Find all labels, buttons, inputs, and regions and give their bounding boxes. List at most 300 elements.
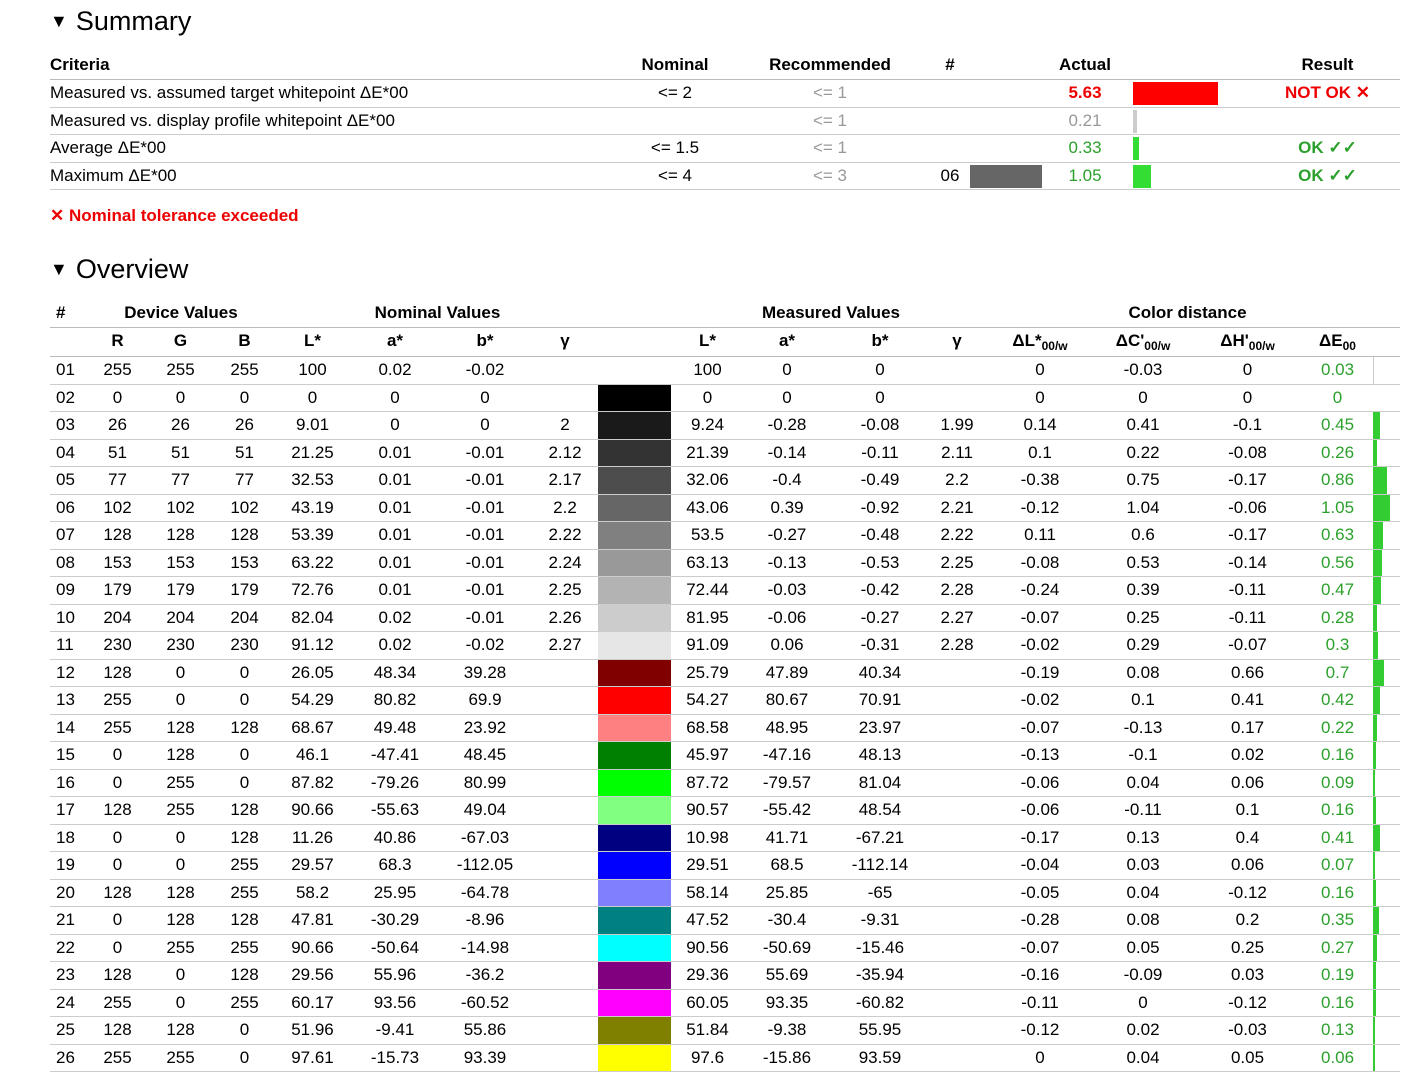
overview-toggle[interactable] [50,254,188,285]
actual-bar [1133,137,1139,160]
measured-b: -112.14 [845,852,915,878]
actual-bar [1133,165,1151,188]
overview-row [50,880,1400,908]
group-nominal-values: Nominal Values [285,300,590,326]
delta-e-bar [1373,605,1377,632]
col-delta-e: $\Delta E_{00}$ [1305,328,1370,359]
patch-number: 08 [50,550,88,576]
measured-gamma: 1.99 [932,412,982,438]
delta-h: -0.17 [1210,467,1285,493]
nominal-gamma: 2.25 [540,577,590,603]
header-criteria: Criteria [50,52,110,78]
delta-c: 0.39 [1108,577,1178,603]
nominal-b: 0 [450,412,520,438]
color-swatch [598,467,671,494]
color-swatch [598,440,671,467]
overview-row [50,467,1400,495]
device-b: 153 [222,550,267,576]
overview-row [50,1017,1400,1045]
nominal-value: <= 4 [620,163,730,189]
measured-a: -0.13 [757,550,817,576]
color-swatch [598,495,671,522]
delta-c: 0.08 [1108,907,1178,933]
overview-row [50,357,1400,385]
device-r: 230 [95,632,140,658]
overview-rows [50,357,1400,1072]
measured-a: -9.38 [757,1017,817,1043]
patch-number: 13 [50,687,88,713]
result-status: NOT OK ✕ [1265,80,1390,106]
device-g: 255 [158,797,203,823]
measured-l: 60.05 [680,990,735,1016]
device-b: 255 [222,357,267,383]
delta-h: 0.05 [1210,1045,1285,1071]
device-b: 77 [222,467,267,493]
patch-number: 03 [50,412,88,438]
device-r: 128 [95,522,140,548]
measured-l: 97.6 [680,1045,735,1071]
group-num: # [50,300,88,326]
patch-number: 26 [50,1045,88,1071]
delta-l: -0.17 [1005,825,1075,851]
delta-h: 0.02 [1210,742,1285,768]
delta-l: 0 [1005,385,1075,411]
delta-c: -0.09 [1108,962,1178,988]
device-g: 0 [158,687,203,713]
col-r: R [95,328,140,354]
measured-b: -0.42 [845,577,915,603]
overview-row [50,825,1400,853]
device-r: 128 [95,962,140,988]
delta-c: 0.29 [1108,632,1178,658]
delta-e: 0.22 [1305,715,1370,741]
nominal-b: 39.28 [450,660,520,686]
device-b: 204 [222,605,267,631]
delta-l: -0.38 [1005,467,1075,493]
delta-e-bar [1373,935,1377,962]
device-r: 128 [95,797,140,823]
delta-l: 0.14 [1005,412,1075,438]
overview-row [50,605,1400,633]
group-device-values: Device Values [95,300,267,326]
patch-number: 24 [50,990,88,1016]
color-swatch [598,522,671,549]
nominal-gamma: 2.22 [540,522,590,548]
device-r: 128 [95,880,140,906]
device-b: 0 [222,660,267,686]
color-swatch [598,605,671,632]
delta-h: 0 [1210,357,1285,383]
delta-e-bar [1373,467,1387,494]
delta-h: -0.14 [1210,550,1285,576]
patch-number: 12 [50,660,88,686]
actual-value: 0.21 [1050,108,1120,134]
delta-e-bar [1373,742,1376,769]
delta-e: 0.27 [1305,935,1370,961]
delta-l: -0.16 [1005,962,1075,988]
overview-row [50,852,1400,880]
overview-row [50,440,1400,468]
nominal-b: -60.52 [450,990,520,1016]
nominal-b: -0.01 [450,467,520,493]
measured-a: -0.14 [757,440,817,466]
recommended-value: <= 1 [765,80,895,106]
delta-e: 0.7 [1305,660,1370,686]
delta-l: -0.12 [1005,495,1075,521]
measured-a: 0.06 [757,632,817,658]
nominal-b: -14.98 [450,935,520,961]
nominal-a: -15.73 [365,1045,425,1071]
nominal-b: -0.01 [450,550,520,576]
delta-l: 0.1 [1005,440,1075,466]
device-g: 77 [158,467,203,493]
delta-e-bar [1373,357,1374,384]
delta-l: -0.04 [1005,852,1075,878]
delta-c: 0.75 [1108,467,1178,493]
actual-value: 0.33 [1050,135,1120,161]
summary-toggle[interactable] [50,6,191,37]
delta-e-bar [1373,1045,1375,1072]
delta-h: 0.03 [1210,962,1285,988]
delta-h: 0.4 [1210,825,1285,851]
nominal-b: -0.01 [450,605,520,631]
nominal-a: 0 [365,412,425,438]
nominal-l: 43.19 [285,495,340,521]
delta-e: 0.42 [1305,687,1370,713]
delta-e-bar [1373,715,1377,742]
device-r: 204 [95,605,140,631]
delta-h: -0.07 [1210,632,1285,658]
delta-h: 0.41 [1210,687,1285,713]
measured-gamma: 2.22 [932,522,982,548]
device-b: 0 [222,385,267,411]
nominal-a: -55.63 [365,797,425,823]
nominal-a: 0.02 [365,632,425,658]
measured-l: 100 [680,357,735,383]
delta-e: 0.16 [1305,742,1370,768]
device-g: 0 [158,660,203,686]
nominal-l: 51.96 [285,1017,340,1043]
nominal-l: 32.53 [285,467,340,493]
overview-row [50,412,1400,440]
measured-b: -9.31 [845,907,915,933]
col-measured-b: b* [845,328,915,354]
delta-l: -0.24 [1005,577,1075,603]
patch-number: 15 [50,742,88,768]
delta-c: 0.08 [1108,660,1178,686]
nominal-l: 97.61 [285,1045,340,1071]
measured-a: 80.67 [757,687,817,713]
delta-h: 0 [1210,385,1285,411]
device-g: 102 [158,495,203,521]
delta-e-bar [1373,660,1384,687]
delta-e-bar [1373,440,1377,467]
nominal-b: 0 [450,385,520,411]
measured-a: 25.85 [757,880,817,906]
delta-h: 0.25 [1210,935,1285,961]
patch-number: 19 [50,852,88,878]
delta-e: 0.16 [1305,797,1370,823]
delta-l: -0.07 [1005,605,1075,631]
measured-b: 0 [845,385,915,411]
color-swatch [598,770,671,797]
measured-a: 47.89 [757,660,817,686]
col-delta-l: $\Delta L*_{00/w}$ [1005,328,1075,359]
measured-a: -30.4 [757,907,817,933]
delta-e-bar [1373,770,1375,797]
device-b: 255 [222,852,267,878]
device-b: 51 [222,440,267,466]
device-g: 128 [158,880,203,906]
delta-e-bar [1373,797,1376,824]
actual-bar [1133,110,1137,133]
nominal-b: -0.01 [450,522,520,548]
delta-c: -0.1 [1108,742,1178,768]
device-b: 255 [222,935,267,961]
delta-c: 0.53 [1108,550,1178,576]
device-g: 0 [158,825,203,851]
nominal-a: 40.86 [365,825,425,851]
actual-value: 1.05 [1050,163,1120,189]
device-g: 128 [158,742,203,768]
measured-b: -15.46 [845,935,915,961]
nominal-l: 60.17 [285,990,340,1016]
overview-row [50,522,1400,550]
measured-b: -0.31 [845,632,915,658]
measured-l: 90.57 [680,797,735,823]
measured-gamma: 2.27 [932,605,982,631]
measured-b: -0.11 [845,440,915,466]
patch-number: 25 [50,1017,88,1043]
measured-b: 70.91 [845,687,915,713]
nominal-a: 25.95 [365,880,425,906]
color-swatch [598,385,671,412]
col-nominal-l: L* [285,328,340,354]
delta-c: -0.03 [1108,357,1178,383]
measured-l: 32.06 [680,467,735,493]
device-b: 179 [222,577,267,603]
patch-number: 07 [50,522,88,548]
nominal-a: 0.01 [365,467,425,493]
measured-l: 91.09 [680,632,735,658]
measured-b: 48.54 [845,797,915,823]
device-b: 128 [222,825,267,851]
patch-number: 18 [50,825,88,851]
patch-number: 20 [50,880,88,906]
nominal-l: 90.66 [285,797,340,823]
nominal-b: -0.02 [450,632,520,658]
col-delta-c: $\Delta C'_{00/w}$ [1108,328,1178,359]
delta-e-bar [1373,852,1375,879]
delta-e: 0.41 [1305,825,1370,851]
device-r: 128 [95,1017,140,1043]
delta-c: 0.04 [1108,770,1178,796]
delta-h: -0.1 [1210,412,1285,438]
delta-h: -0.03 [1210,1017,1285,1043]
nominal-a: 0.01 [365,440,425,466]
delta-h: 0.06 [1210,852,1285,878]
measured-a: -0.4 [757,467,817,493]
delta-c: -0.11 [1108,797,1178,823]
nominal-l: 72.76 [285,577,340,603]
delta-c: 0.6 [1108,522,1178,548]
color-swatch [598,962,671,989]
nominal-l: 26.05 [285,660,340,686]
overview-column-row [50,328,1400,357]
delta-e-bar [1373,1017,1375,1044]
device-r: 0 [95,907,140,933]
nominal-a: 0.02 [365,357,425,383]
device-b: 128 [222,962,267,988]
nominal-a: 0.01 [365,550,425,576]
delta-c: 0.02 [1108,1017,1178,1043]
device-r: 0 [95,935,140,961]
tolerance-note: ✕ Nominal tolerance exceeded [50,206,299,226]
patch-number: 05 [50,467,88,493]
col-nominal-gamma: γ [540,328,590,354]
measured-l: 29.51 [680,852,735,878]
delta-c: 0 [1108,990,1178,1016]
header-nominal: Nominal [620,52,730,78]
device-g: 128 [158,1017,203,1043]
col-b: B [222,328,267,354]
delta-c: 0.1 [1108,687,1178,713]
nominal-b: -0.01 [450,495,520,521]
measured-l: 68.58 [680,715,735,741]
criteria-label: Measured vs. display profile whitepoint ΔE*00 [50,108,395,134]
col-g: G [158,328,203,354]
measured-b: 81.04 [845,770,915,796]
color-swatch [598,742,671,769]
measured-a: 68.5 [757,852,817,878]
nominal-b: -0.01 [450,440,520,466]
measured-b: -0.49 [845,467,915,493]
nominal-a: 48.34 [365,660,425,686]
device-r: 255 [95,1045,140,1071]
nominal-b: 48.45 [450,742,520,768]
nominal-l: 0 [285,385,340,411]
device-g: 153 [158,550,203,576]
measured-b: -0.08 [845,412,915,438]
device-g: 0 [158,990,203,1016]
color-swatch [598,550,671,577]
delta-e-bar [1373,825,1380,852]
nominal-a: -30.29 [365,907,425,933]
summary-header-row [50,52,1400,80]
delta-e: 1.05 [1305,495,1370,521]
device-g: 51 [158,440,203,466]
measured-l: 81.95 [680,605,735,631]
delta-e: 0.03 [1305,357,1370,383]
delta-l: -0.11 [1005,990,1075,1016]
delta-e: 0.86 [1305,467,1370,493]
delta-c: 0.22 [1108,440,1178,466]
measured-a: -0.06 [757,605,817,631]
device-b: 255 [222,880,267,906]
device-r: 128 [95,660,140,686]
measured-a: -0.28 [757,412,817,438]
measured-gamma: 2.2 [932,467,982,493]
color-swatch [598,412,671,439]
result-status: OK ✓✓ [1265,135,1390,161]
delta-l: -0.02 [1005,632,1075,658]
measured-l: 10.98 [680,825,735,851]
delta-e: 0 [1305,385,1370,411]
nominal-l: 9.01 [285,412,340,438]
measured-a: 55.69 [757,962,817,988]
criteria-label: Measured vs. assumed target whitepoint ΔE*00 [50,80,408,106]
patch-bar [970,165,1042,188]
delta-e: 0.16 [1305,880,1370,906]
device-r: 255 [95,357,140,383]
nominal-l: 21.25 [285,440,340,466]
delta-c: 1.04 [1108,495,1178,521]
delta-c: 0.03 [1108,852,1178,878]
color-swatch [598,687,671,714]
nominal-b: -8.96 [450,907,520,933]
overview-row [50,962,1400,990]
nominal-a: 93.56 [365,990,425,1016]
device-r: 51 [95,440,140,466]
color-swatch [598,357,671,384]
delta-e: 0.13 [1305,1017,1370,1043]
nominal-l: 46.1 [285,742,340,768]
measured-l: 53.5 [680,522,735,548]
delta-l: 0 [1005,1045,1075,1071]
summary-row [50,108,1400,136]
device-b: 255 [222,990,267,1016]
criteria-label: Average ΔE*00 [50,135,166,161]
measured-a: 0 [757,385,817,411]
summary-title: Summary [76,6,192,37]
delta-c: 0.13 [1108,825,1178,851]
color-swatch [598,1045,671,1072]
measured-a: -15.86 [757,1045,817,1071]
color-swatch [598,907,671,934]
measured-b: 23.97 [845,715,915,741]
device-g: 128 [158,907,203,933]
delta-c: 0 [1108,385,1178,411]
device-b: 128 [222,715,267,741]
nominal-gamma: 2.26 [540,605,590,631]
nominal-l: 90.66 [285,935,340,961]
actual-value: 5.63 [1050,80,1120,106]
measured-b: 0 [845,357,915,383]
delta-e-bar [1373,962,1376,989]
nominal-b: 69.9 [450,687,520,713]
nominal-b: -0.02 [450,357,520,383]
delta-e-bar [1373,687,1380,714]
nominal-l: 100 [285,357,340,383]
device-b: 128 [222,907,267,933]
device-g: 255 [158,935,203,961]
delta-e-bar [1373,522,1383,549]
device-r: 153 [95,550,140,576]
delta-e: 0.06 [1305,1045,1370,1071]
overview-group-row [50,300,1400,328]
delta-h: 0.1 [1210,797,1285,823]
patch-number: 21 [50,907,88,933]
delta-h: -0.11 [1210,577,1285,603]
device-b: 0 [222,1045,267,1071]
overview-row [50,495,1400,523]
overview-row [50,577,1400,605]
overview-row [50,550,1400,578]
device-g: 255 [158,1045,203,1071]
nominal-a: 0.01 [365,522,425,548]
device-g: 230 [158,632,203,658]
delta-h: 0.66 [1210,660,1285,686]
